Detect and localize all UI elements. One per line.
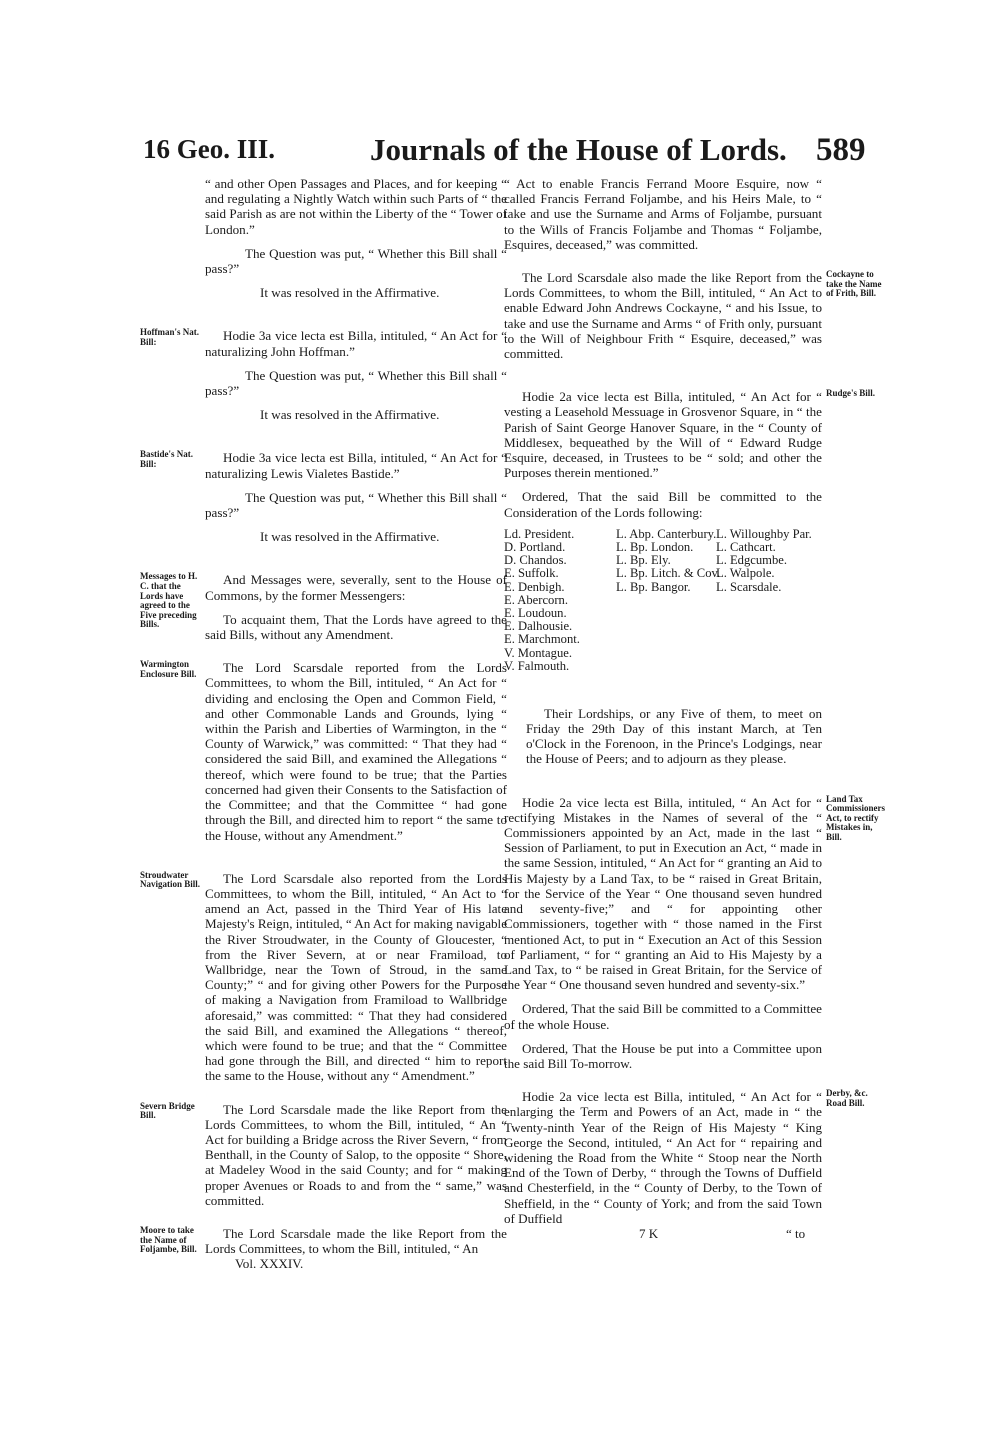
lord-name: L. Edgcumbe. <box>716 553 787 568</box>
moore-entry <box>140 1224 507 1257</box>
paragraph: Hodie 3a vice lecta est Billa, intituled, “ An Act for “ naturalizing John Hoffman.” <box>205 328 507 359</box>
left-column <box>140 176 508 1272</box>
warmington-entry <box>140 659 507 843</box>
margin-note: Moore to take the Name of Foljambe, Bill. <box>140 1224 197 1255</box>
margin-note: Hoffman's Nat. Bill: <box>140 327 199 348</box>
margin-note: Warmington Enclosure Bill. <box>140 659 197 679</box>
bastide-entry <box>140 449 507 481</box>
order-text: Ordered, That the said Bill be committed to a Committee of the whole House. <box>504 1001 822 1032</box>
lord-name: D. Chandos. <box>504 553 567 568</box>
stroudwater-entry <box>140 869 508 1084</box>
lord-name: L. Abp. Canterbury. <box>616 526 717 541</box>
resolution-text: It was resolved in the Affirmative. <box>260 285 440 301</box>
question-text: The Question was put, “ Whether this Bill shall “ pass?” <box>205 367 507 399</box>
order-text: Ordered, That the House be put into a Committee upon the said Bill To-morrow. <box>504 1040 822 1071</box>
volume-label: Vol. XXXIV. <box>235 1256 304 1272</box>
margin-note: Derby, &c. Road Bill. <box>826 1088 868 1108</box>
paragraph: The Lord Scarsdale reported from the Lords Committees, to whom the Bill, intituled, “ An Act for “ dividing and enclosing the Open and Common Field, “ and other Commonable Lands and Grounds, lying “ within the Parish and Liberties of Warmington, in the “ County of Warwick,” was committed: “ That they had “ considered the said Bill, and examined the Allegations “ thereof, which were found to be true; that the Parties concerned had given their Consents to the Satisfaction of the Committee; and that the Committee “ had gone through the Bill, and directed him to report “ the same to the House, without any Amendment.” <box>205 660 507 843</box>
regnal-year: 16 Geo. III. <box>143 134 276 164</box>
margin-note: Land Tax Commissioners Act, to rectify Mistakes in, Bill. <box>826 793 885 843</box>
paragraph: The Lord Scarsdale also made the like Report from the Lords Committees, to whom the Bill, intituled, “ An Act to enable Edward John Andrews Cockayne, “ and his Issue, to take and use the Surname and Arms “ of Frith only, pursuant to the Will of Neighbour Frith “ Esquire, deceased,” was committed. <box>504 270 822 362</box>
margin-note: Bastide's Nat. Bill: <box>140 449 194 470</box>
paragraph: Hodie 2a vice lecta est Billa, intituled, “ An Act for “ rectifying Mistakes in the Names of several of the “ Commissioners appointed by an Act, made in the last “ Session of Parliament, to put in Execution an Act, “ made in the same Session, intituled, “ An Act for “ granting an Aid to His Majesty by a Land Tax, to be “ raised in Great Britain, for the Service of the Year “ One thousand seven hundred and seventy-five;” and “ for appointing other Commissioners, together with “ those named in the First mentioned Act, to put in “ Execution an Act of this Session of Parliament, “ for “ granting an Aid to His Majesty by a Land Tax, to “ be raised in Great Britain, for the Service of the Year “ One thousand seven hundred and seventy-six.” <box>504 794 822 993</box>
lord-name: Ld. President. <box>504 526 575 541</box>
lord-name: D. Portland. <box>504 540 566 555</box>
meeting-text: Their Lordships, or any Five of them, to meet on Friday the 29th Day of this instant March, at Ten o'Clock in the Forenoon, in the Prince's Lodgings, near the House of Peers; and to adjourn as they please. <box>526 705 822 767</box>
messages-entry <box>140 571 507 643</box>
page-header <box>0 132 992 180</box>
lord-name: L. Walpole. <box>716 566 775 581</box>
lord-name: E. Suffolk. <box>504 566 559 581</box>
lord-name: V. Montague. <box>504 645 572 660</box>
paragraph: Hodie 3a vice lecta est Billa, intituled, “ An Act for “ naturalizing Lewis Vialetes Bastide.” <box>205 450 507 481</box>
lord-name: L. Bp. Bangor. <box>616 579 691 594</box>
margin-note: Rudge's Bill. <box>826 388 876 399</box>
cockayne-entry <box>504 269 882 362</box>
margin-note: Severn Bridge Bill. <box>140 1100 195 1121</box>
lords-column <box>616 528 720 594</box>
catchword: “ to <box>786 1225 806 1241</box>
order-text: Ordered, That the said Bill be committed to the Consideration of the Lords following: <box>504 489 822 520</box>
margin-note: Messages to H. C. that the Lords have agreed to the Five preceding Bills. <box>140 571 198 630</box>
lord-name: E. Denbigh. <box>504 579 565 594</box>
lord-name: E. Marchmont. <box>504 632 580 647</box>
lord-name: E. Abercorn. <box>504 592 568 607</box>
paragraph: The Lord Scarsdale made the like Report from the Lords Committees, to whom the Bill, intituled, “ An <box>205 1225 507 1257</box>
paragraph: And Messages were, severally, sent to the House of Commons, by the former Messengers: <box>205 572 507 603</box>
page-number: 589 <box>816 132 866 168</box>
lords-column <box>504 528 580 673</box>
question-text: The Question was put, “ Whether this Bill shall “ pass?” <box>205 245 507 277</box>
lords-committee-list <box>504 528 822 706</box>
lord-name: V. Falmouth. <box>504 658 570 673</box>
lord-name: L. Cathcart. <box>716 540 776 555</box>
lord-name: L. Scarsdale. <box>716 579 782 594</box>
paragraph: “ and other Open Passages and Places, and for keeping “ and regulating a Nightly Watch within such Parts of “ the said Parish as are not within the Liberty of the “ Tower of London.” <box>205 176 507 237</box>
lords-column <box>716 528 812 594</box>
paragraph: “ Act to enable Francis Ferrand Moore Esquire, now “ called Francis Ferrand Foljambe, and his Heirs Male, to “ take and use the Surname and Arms of Foljambe, pursuant to the Wills of Francis Foljambe and Thomas “ Foljambe, Esquires, deceased,” was committed. <box>504 176 822 252</box>
lord-name: L. Bp. London. <box>616 540 694 555</box>
lord-name: E. Loudoun. <box>504 606 567 621</box>
lord-name: E. Dalhousie. <box>504 619 573 634</box>
signature-mark: 7 K <box>639 1225 659 1241</box>
landtax-entry <box>504 793 885 993</box>
rudge-entry <box>504 388 876 481</box>
resolution-text: It was resolved in the Affirmative. <box>260 407 440 423</box>
paragraph: The Lord Scarsdale made the like Report from the Lords Committees, to whom the Bill, intituled, “ An “ Act for building a Bridge across the River Severn, “ from Benthall, in the County of Salop, to the opposite “ Shore, at Madeley Wood in the said County; and for “ making proper Avenues or Roads to and from the “ same,” was committed. <box>205 1101 507 1208</box>
paragraph: To acquaint them, That the Lords have agreed to the said Bills, without any Amendment. <box>205 611 507 643</box>
margin-note: Cockayne to take the Name of Frith, Bill. <box>826 269 882 299</box>
paragraph: The Lord Scarsdale also reported from the Lords Committees, to whom the Bill, intituled, “ An Act to “ amend an Act, passed in the Third Year of His late Majesty's Reign, intituled, “ An Act for making navigable the River Stroudwater, in the County of Gloucester, “ from the River Severn, at or near Framiload, to Wallbridge, near the Town of Stroud, in the same County;” “ and for giving other Powers for the Purpose of making a Navigation from Framiload to Wallbridge aforesaid,” was committed: “ That they had considered the said Bill, and examined the Allegations “ thereof, which were found to be true; and that the “ Committee had gone through the Bill, and directed “ him to report the same to the House, without any “ Amendment.” <box>205 870 508 1084</box>
resolution-text: It was resolved in the Affirmative. <box>260 529 440 545</box>
paragraph: Hodie 2a vice lecta est Billa, intituled, “ An Act for “ vesting a Leasehold Messuage in Grosvenor Square, in “ the Parish of Saint George Hanover Square, in the “ County of Middlesex, bequeathed by the Will of “ Edward Rudge Esquire, deceased, in Trustees to be “ sold; and other the Purposes therein mentioned.” <box>504 389 822 481</box>
paragraph: Hodie 2a vice lecta est Billa, intituled, “ An Act for “ enlarging the Term and Powers of an Act, made in “ the Twenty-ninth Year of the Reign of His Majesty “ King George the Second, intituled, “ An Act for “ repairing and widening the Road from the White “ Stoop near the North End of the Town of Derby, “ through the Towns of Duffield and Chesterfield, in the “ County of Derby, to the Town of Sheffield, in the “ County of York; and from the said Town of Duffield <box>504 1089 822 1226</box>
margin-note: Stroudwater Navigation Bill. <box>140 869 201 890</box>
lord-name: L. Willoughby Par. <box>716 526 812 541</box>
right-column <box>504 176 885 1242</box>
hoffman-entry <box>140 327 507 359</box>
lord-name: L. Bp. Litch. & Cov. <box>616 566 721 581</box>
severn-entry <box>140 1100 507 1208</box>
lord-name: L. Bp. Ely. <box>616 553 671 568</box>
derby-entry <box>504 1088 868 1226</box>
question-text: The Question was put, “ Whether this Bill shall “ pass?” <box>205 489 507 521</box>
journal-title: Journals of the House of Lords. <box>370 132 787 167</box>
